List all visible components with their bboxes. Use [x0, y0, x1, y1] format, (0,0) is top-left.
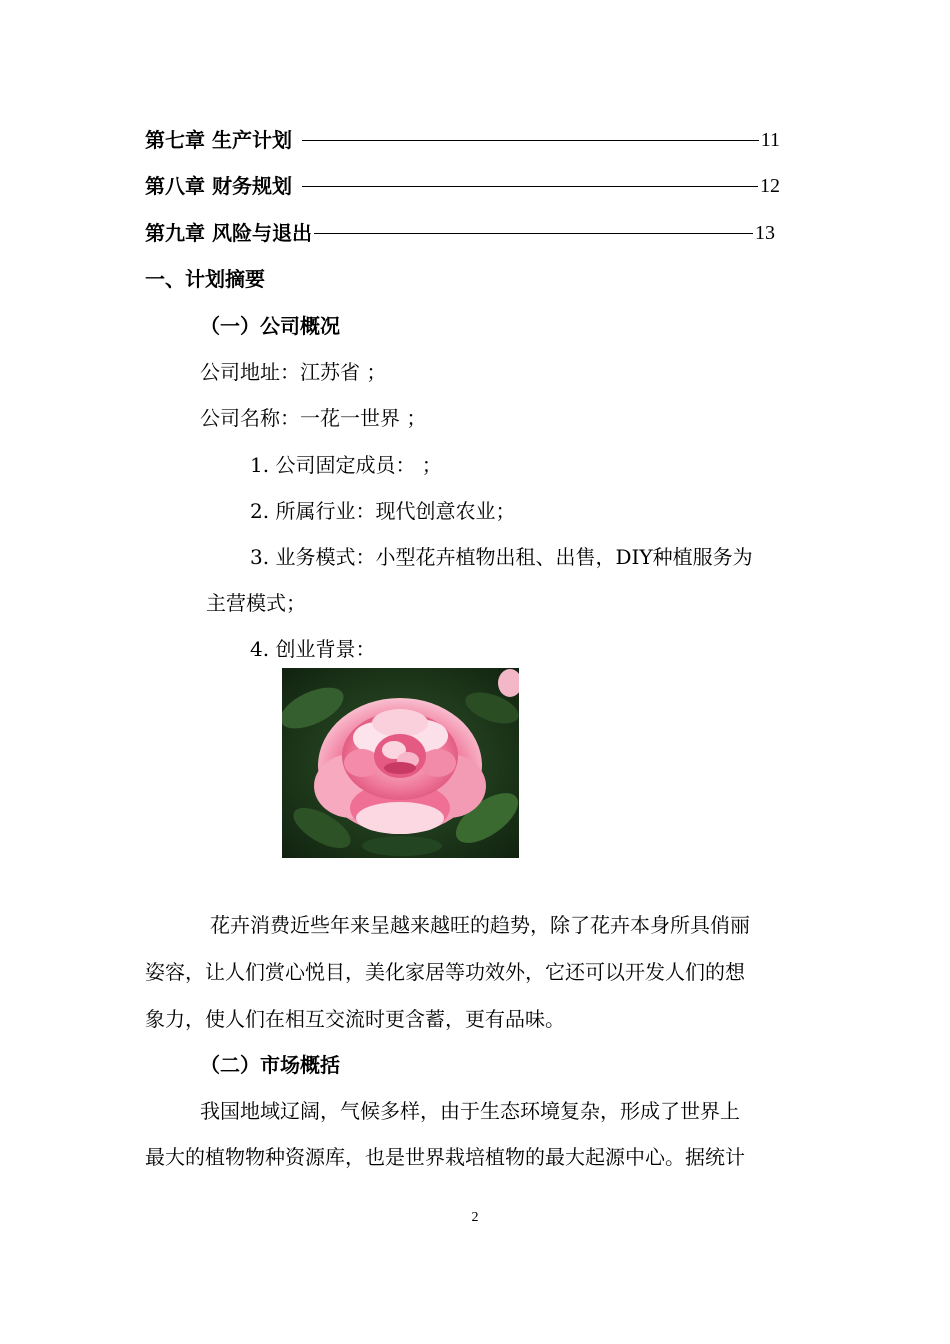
list-item-business-model: 3. 业务模式：小型花卉植物出租、出售，DIY种植服务为 [250, 545, 753, 569]
list-item-business-model-continued: 主营模式； [206, 591, 306, 615]
toc-page-number: 11 [760, 129, 780, 151]
paragraph-line: 花卉消费近些年来呈越来越旺的趋势，除了花卉本身所具俏丽 [210, 913, 750, 937]
toc-page-number: 12 [760, 175, 780, 197]
paragraph-line: 我国地域辽阔，气候多样，由于生态环境复杂，形成了世界上 [200, 1099, 740, 1123]
list-item-members: 1. 公司固定成员： ； [250, 453, 442, 477]
toc-entry-chapter-7[interactable] [145, 126, 780, 154]
paragraph-line: 姿容，让人们赏心悦目，美化家居等功效外，它还可以开发人们的想 [145, 960, 745, 984]
toc-title: 第七章 生产计划 [145, 128, 292, 152]
subsection-heading-market-overview: （二）市场概括 [200, 1053, 340, 1077]
toc-leader-line [302, 140, 759, 141]
paragraph-line: 最大的植物物种资源库，也是世界栽培植物的最大起源中心。据统计 [145, 1145, 745, 1169]
toc-entry-chapter-9[interactable] [145, 219, 775, 247]
list-item-industry: 2. 所属行业：现代创意农业； [250, 499, 516, 523]
toc-title: 第八章 财务规划 [145, 174, 292, 198]
toc-leader-line [314, 233, 753, 234]
subsection-heading-company-overview: （一）公司概况 [200, 314, 340, 338]
company-address: 公司地址：江苏省 ； [200, 360, 387, 384]
section-heading-plan-summary: 一、计划摘要 [145, 267, 265, 291]
paragraph-line: 象力，使人们在相互交流时更含蓄，更有品味。 [145, 1007, 565, 1031]
toc-title: 第九章 风险与退出 [145, 221, 312, 245]
toc-entry-chapter-8[interactable] [145, 172, 780, 200]
toc-leader-line [302, 186, 758, 187]
page-number: 2 [471, 1210, 479, 1225]
toc-page-number: 13 [755, 222, 775, 244]
peony-photo [282, 668, 519, 858]
company-name: 公司名称：一花一世界 ； [200, 406, 427, 430]
list-item-background: 4. 创业背景： [250, 637, 376, 661]
